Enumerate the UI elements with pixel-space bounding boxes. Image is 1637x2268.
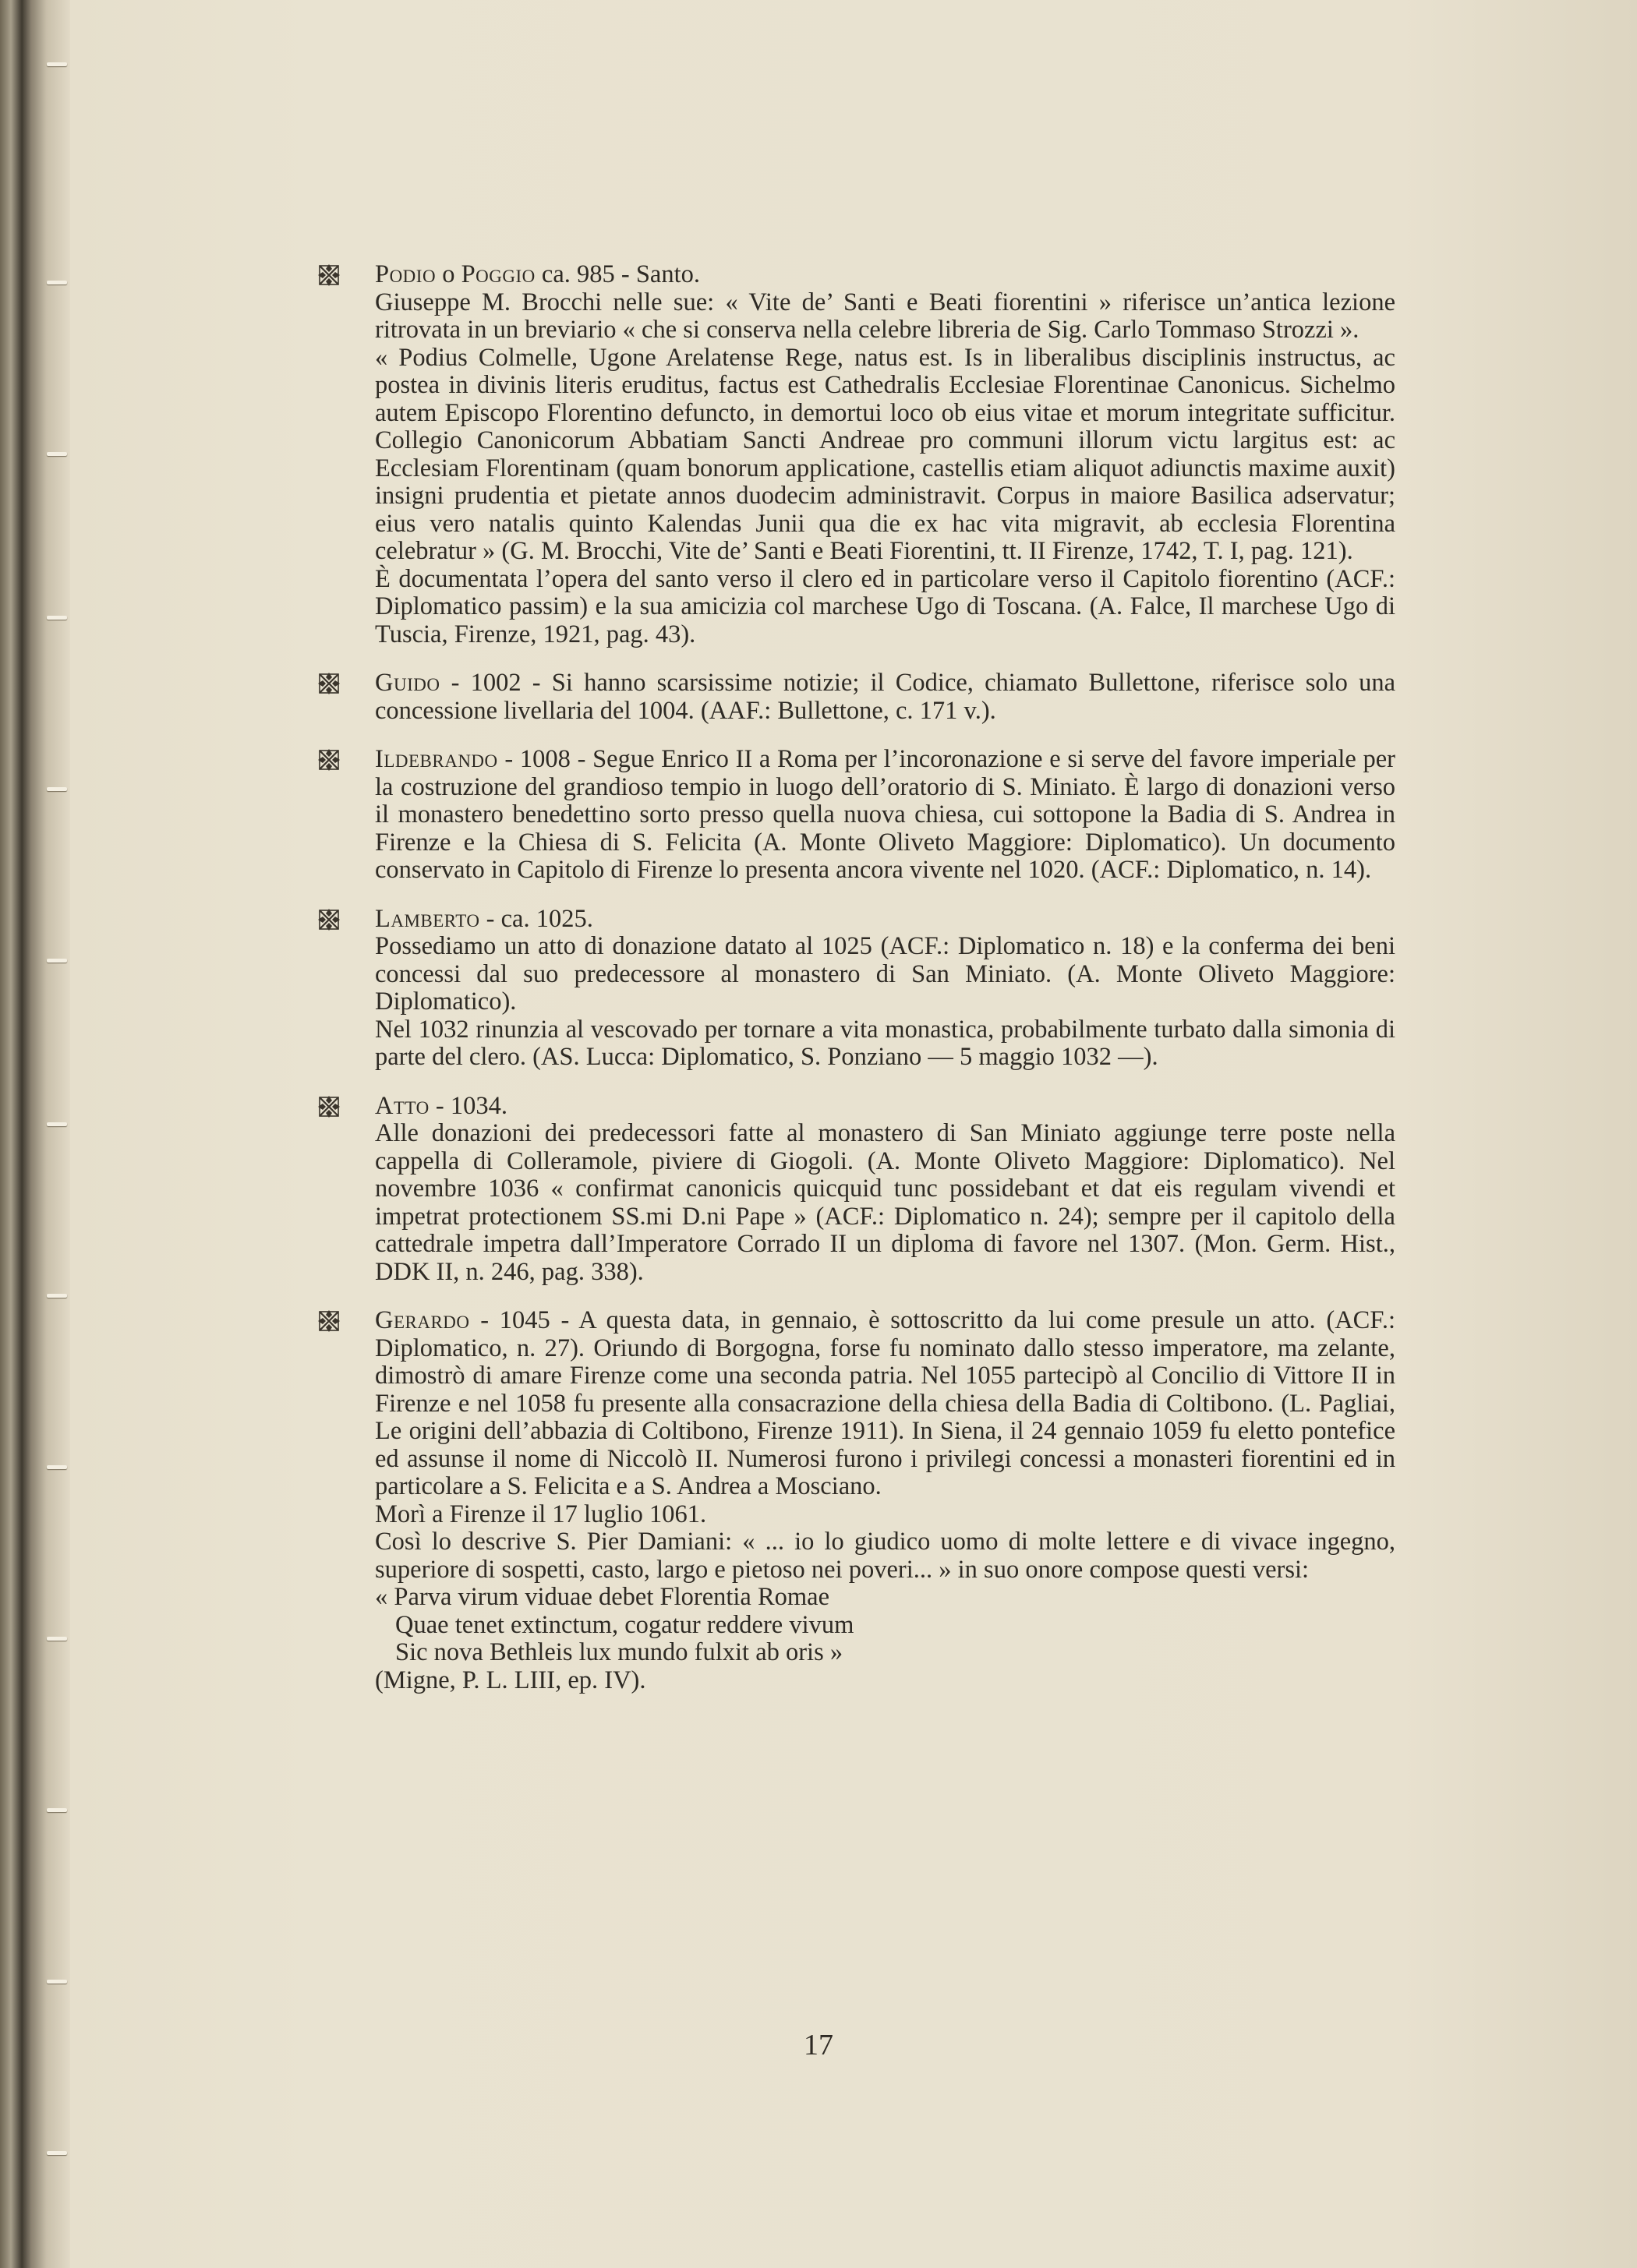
entry-paragraph: Giuseppe M. Brocchi nelle sue: « Vite de’ Santi e Beati fiorentini » riferisce un’antica lezione ritrovata in un breviario « che si conserva nella celebre libreria de Sig. Carlo Tommaso Strozzi ».	[375, 288, 1395, 344]
cross-pattee-icon	[317, 1095, 341, 1118]
cross-pattee-icon	[317, 908, 341, 931]
cross-pattee-icon	[317, 748, 341, 772]
cross-pattee-icon	[317, 672, 341, 695]
entry-podio: Podio o Poggio ca. 985 - Santo. Giuseppe M. Brocchi nelle sue: « Vite de’ Santi e Beati fiorentini » riferisce un’antica lezione ritrovata in un breviario « che si conserva nella celebre libreria de Sig. Carlo Tommaso Strozzi ». « Podius Colmelle, Ugone Arelatense Rege, natus est. Is in liberalibus disciplinis instructus, ac postea in divinis literis eruditus, factus est Cathedralis Ecclesiae Florentinae Canonicus. Sichelmo autem Episcopo Florentino defuncto, in demortui loco ob eius vitae et morum integritate sufficitur. Collegio Canonicorum Abbatiam Sancti Andreae pro communi illorum victu largitus est: ac Ecclesiam Florentinam (quam bonorum applicatione, castellis etiam aliquot adiunctis maxime auxit) insigni prudentia et pietate annos duodecim administravit. Corpus in maiore Basilica adservatur; eius vero natalis quinto Kalendas Junii qua die ex hac vita migravit, ab ecclesia Florentina celebratur » (G. M. Brocchi, Vite de’ Santi e Beati Fiorentini, tt. II Firenze, 1742, T. I, pag. 121). È documentata l’opera del santo verso il clero ed in particolare verso il Capitolo fiorentino (ACF.: Diplomatico passim) e la sua amicizia col marchese Ugo di Toscana. (A. Falce, Il marchese Ugo di Tuscia, Firenze, 1921, pag. 43).	[316, 261, 1395, 648]
entry-header: - 1045 - A questa data, in gennaio, è sottoscritto da lui come presule un atto. (ACF.: Diplomatico, n. 27). Oriundo di Borgogna, forse fu nominato dallo stesso imperatore, ma zelante, dimostrò di amare Firenze come una seconda patria. Nel 1055 partecipò al Concilio di Vittore II in Firenze e nel 1058 fu presente alla consacrazione della chiesa della Badia di Coltibono. (L. Pagliai, Le origini dell’abbazia di Coltibono, Firenze 1911). In Siena, il 24 gennaio 1059 fu eletto pontefice ed assunse il nome di Niccolò II. Numerosi furono i privilegi concessi a monasteri fiorentini ed in particolare a S. Felicita e a S. Andrea a Mosciano.	[375, 1306, 1395, 1500]
entry-lamberto	[316, 906, 1395, 1072]
entry-header: - ca. 1025.	[479, 904, 593, 933]
entry-atto	[316, 1093, 1395, 1287]
binding-edge	[0, 0, 70, 2268]
entry-name: Lamberto	[375, 904, 480, 933]
entry-header: - 1034.	[429, 1091, 507, 1120]
entry-name: Podio	[375, 260, 437, 288]
verse-citation: (Migne, P. L. LIII, ep. IV).	[375, 1666, 646, 1694]
entry-name: Gerardo	[375, 1306, 470, 1334]
verse-line: Sic nova Bethleis lux mundo fulxit ab oris »	[395, 1638, 843, 1666]
entry-paragraph: Alle donazioni dei predecessori fatte al monastero di San Miniato aggiunge terre poste nella cappella di Colleramole, piviere di Giogoli. (A. Monte Oliveto Maggiore: Diplomatico). Nel novembre 1036 « confirmat canonicis quicquid tunc possidebant et dat eis regulam vivendi et impetrat protectionem SS.mi D.ni Pape » (ACF.: Diplomatico n. 24); sempre per il capitolo della cattedrale impetra dall’Imperatore Corrado II un diploma di favore nel 1307. (Mon. Germ. Hist., DDK II, n. 246, pag. 338).	[375, 1119, 1395, 1286]
entry-paragraph: Morì a Firenze il 17 luglio 1061.	[375, 1500, 707, 1528]
verse-quotation	[375, 1584, 1395, 1694]
cross-pattee-icon	[317, 1309, 341, 1333]
cross-pattee-icon	[317, 263, 341, 287]
entry-name: Ildebrando	[375, 745, 498, 773]
verse-line: « Parva virum viduae debet Florentia Romae	[375, 1583, 830, 1611]
entry-name: Guido	[375, 669, 440, 697]
text-body	[316, 261, 1395, 1715]
entry-header: - 1002 - Si hanno scarsissime notizie; il Codice, chiamato Bullettone, riferisce solo una concessione livellaria del 1004. (AAF.: Bullettone, c. 171 v.).	[375, 669, 1395, 725]
entry-name: Atto	[375, 1091, 430, 1120]
entry-guido	[316, 669, 1395, 725]
entry-header: - 1008 - Segue Enrico II a Roma per l’incoronazione e si serve del favore imperiale per la costruzione del grandioso tempio in luogo dell’oratorio di S. Miniato. È largo di donazioni verso il monastero benedettino sorto presso quella nuova chiesa, cui sottopone la Badia di S. Andrea in Firenze e la Chiesa di S. Felicita (A. Monte Oliveto Maggiore: Diplomatico). Un documento conservato in Capitolo di Firenze lo presenta ancora vivente nel 1020. (ACF.: Diplomatico, n. 14).	[375, 745, 1395, 884]
entry-header: ca. 985 - Santo.	[535, 260, 700, 288]
page-number: 17	[804, 2029, 833, 2061]
entry-paragraph: Così lo descrive S. Pier Damiani: « ... io lo giudico uomo di molte lettere e di vivace ingegno, superiore di sospetti, casto, largo e pietoso nei poveri... » in suo onore compose questi versi:	[375, 1528, 1395, 1584]
entry-gerardo	[316, 1307, 1395, 1694]
entry-ildebrando	[316, 746, 1395, 885]
entry-paragraph: Nel 1032 rinunzia al vescovado per tornare a vita monastica, probabilmente turbato dalla simonia di parte del clero. (AS. Lucca: Diplomatico, S. Ponziano — 5 maggio 1032 —).	[375, 1015, 1395, 1071]
entry-paragraph: Possediamo un atto di donazione datato al 1025 (ACF.: Diplomatico n. 18) e la conferma dei beni concessi dal suo predecessore al monastero di San Miniato. (A. Monte Oliveto Maggiore: Diplomatico).	[375, 932, 1395, 1016]
verse-line: Quae tenet extinctum, cogatur reddere vivum	[395, 1610, 854, 1639]
entry-paragraph: « Podius Colmelle, Ugone Arelatense Rege, natus est. Is in liberalibus disciplinis instructus, ac postea in divinis literis eruditus, factus est Cathedralis Ecclesiae Florentinae Canonicus. Sichelmo autem Episcopo Florentino defuncto, in demortui loco ob eius vitae et morum integritate sufficitur. Collegio Canonicorum Abbatiam Sancti Andreae pro communi illorum victu largitus est: ac Ecclesiam Florentinam (quam bonorum applicatione, castellis etiam aliquot adiunctis maxime auxit) insigni prudentia et pietate annos duodecim administravit. Corpus in maiore Basilica adservatur; eius vero natalis quinto Kalendas Junii qua die ex hac vita migravit, ab ecclesia Florentina celebratur » (G. M. Brocchi, Vite de’ Santi e Beati Fiorentini, tt. II Firenze, 1742, T. I, pag. 121).	[375, 343, 1395, 565]
entry-paragraph: È documentata l’opera del santo verso il clero ed in particolare verso il Capitolo fiorentino (ACF.: Diplomatico passim) e la sua amicizia col marchese Ugo di Toscana. (A. Falce, Il marchese Ugo di Tuscia, Firenze, 1921, pag. 43).	[375, 564, 1395, 648]
